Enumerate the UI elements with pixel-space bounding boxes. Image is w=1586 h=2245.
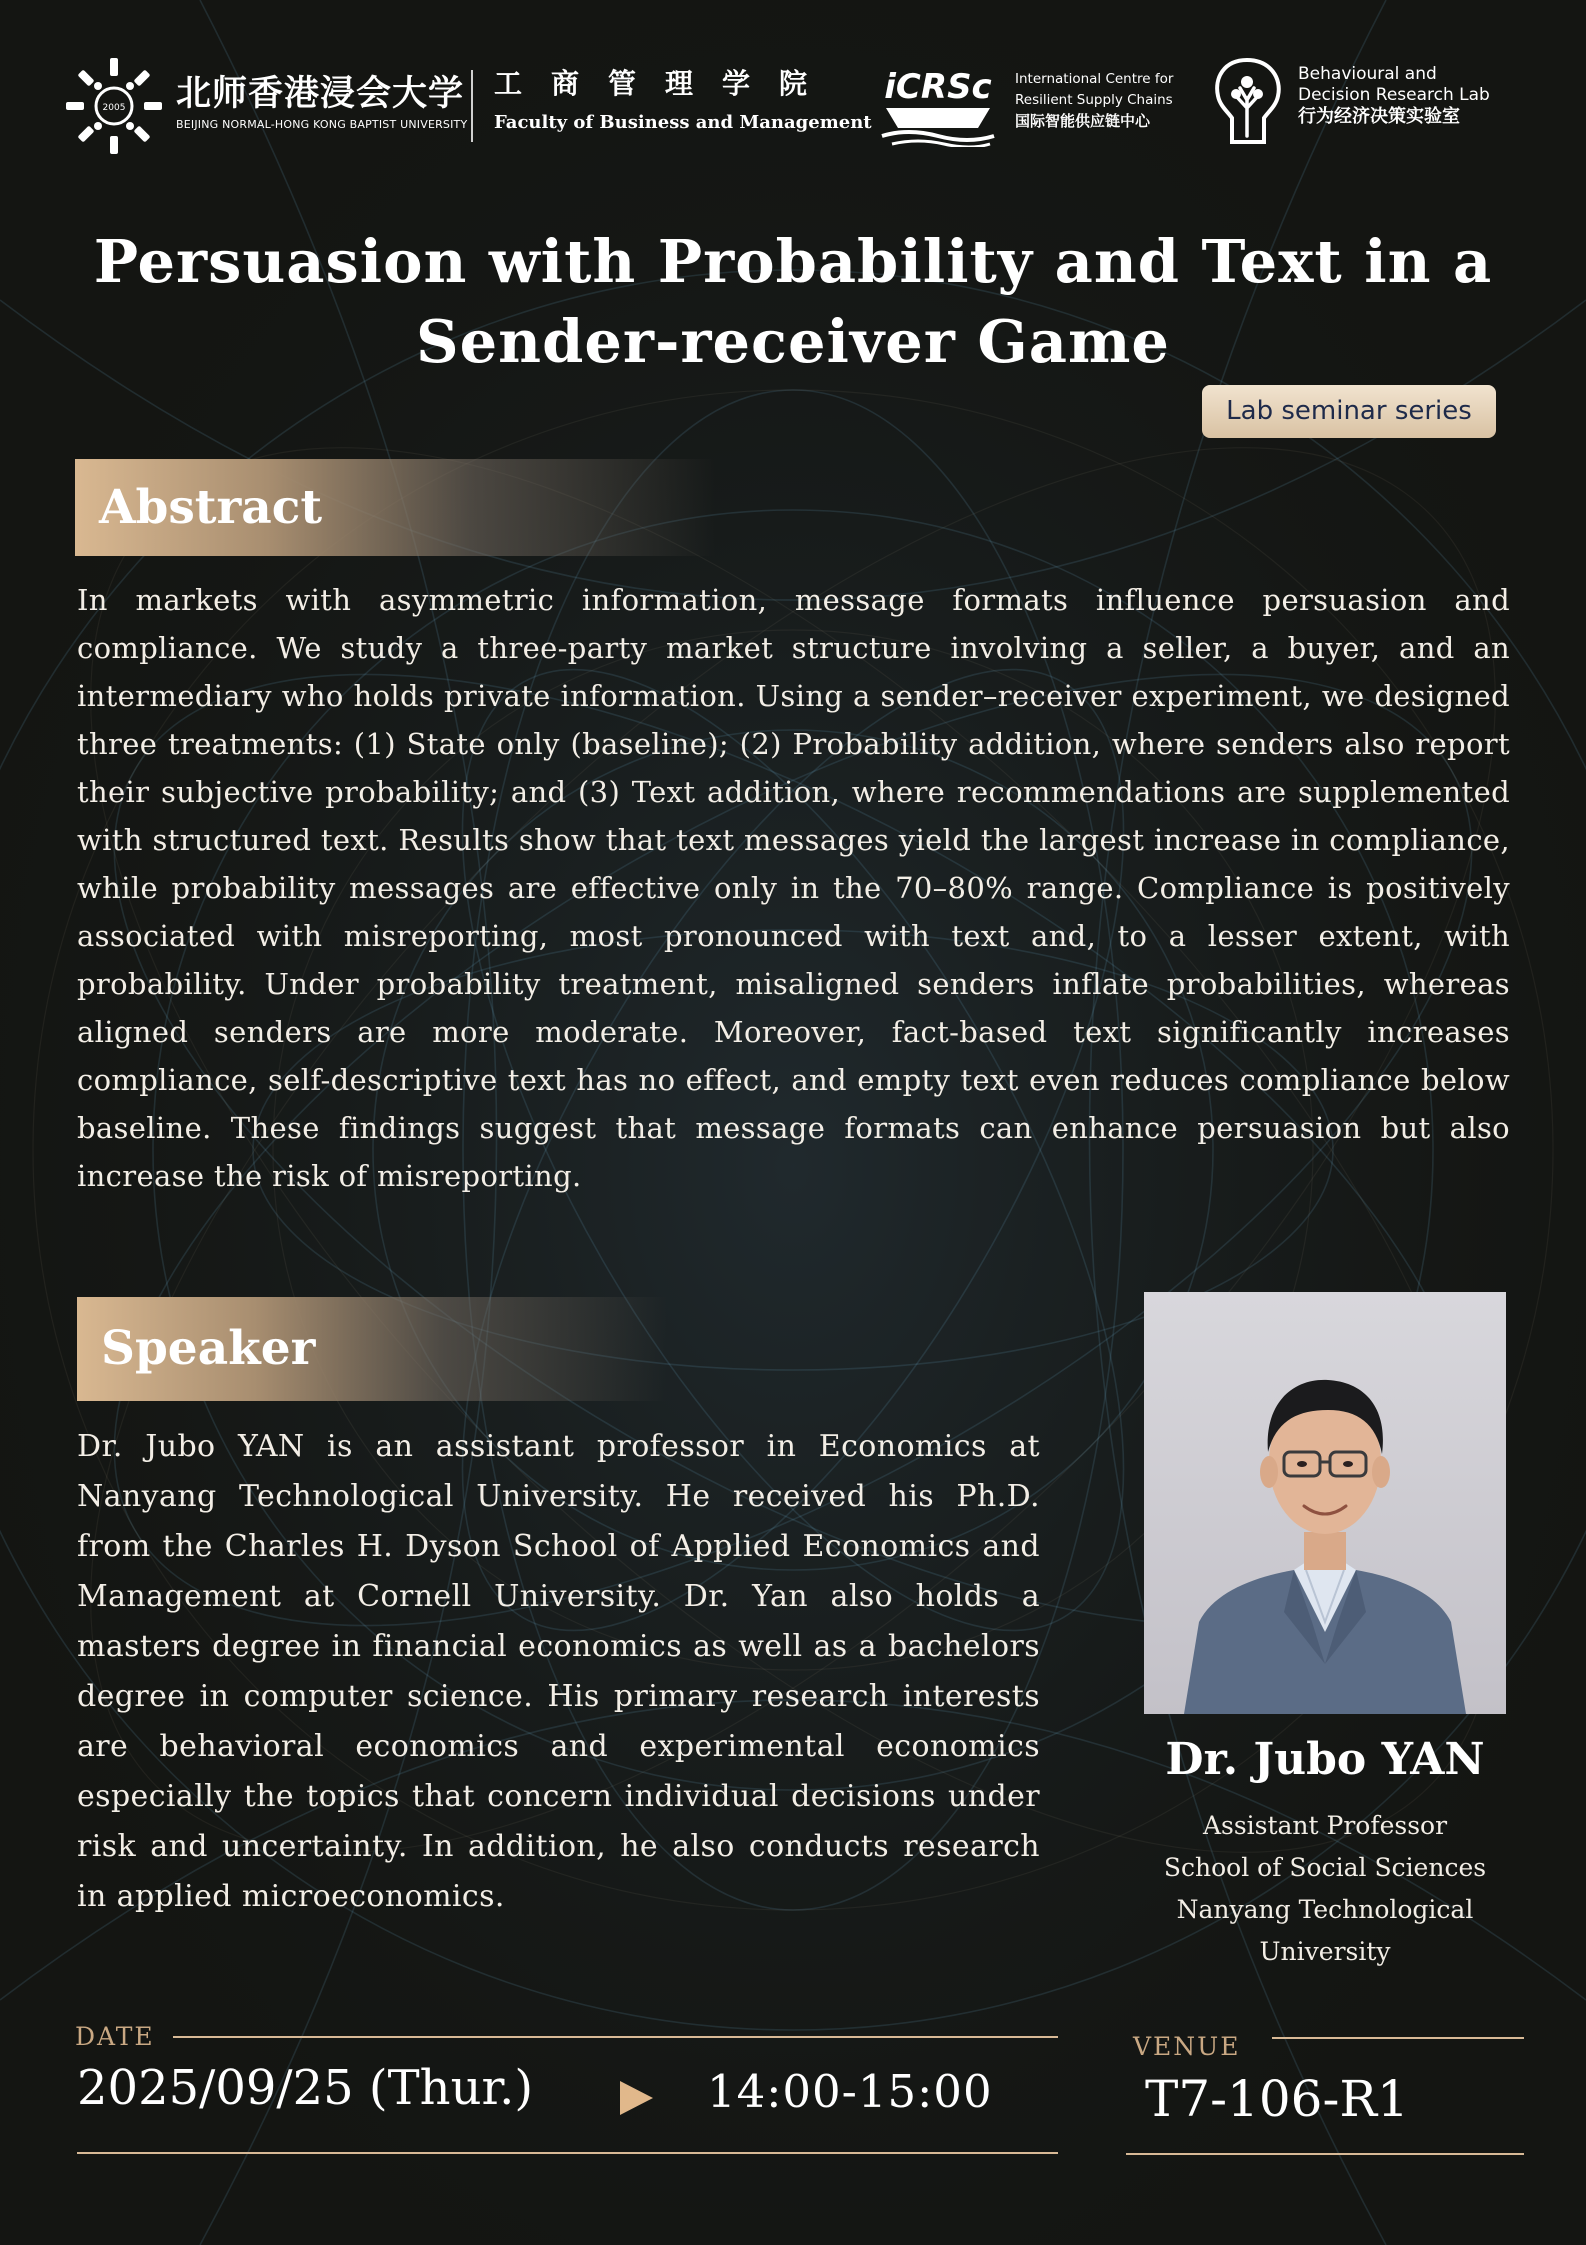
- abstract-heading: Abstract: [99, 480, 323, 535]
- icrsc-line3-cn: 国际智能供应链中心: [1015, 112, 1151, 130]
- icrsc-logo: [878, 62, 1198, 147]
- faculty-name-en: Faculty of Business and Management: [494, 112, 872, 133]
- ship-icon: [878, 62, 998, 147]
- speaker-bio: Dr. Jubo YAN is an assistant professor in Economics at Nanyang Technological University. He received his Ph.D. from the Charles H. Dyson School of Applied Economics and Management at Cornell University. Dr. Yan also holds a masters degree in financial economics as well as a bachelors degree in computer science. His primary research interests are behavioral economics and experimental economics especially the topics that concern individual decisions under risk and uncertainty. In addition, he also conducts research in applied microeconomics.: [77, 1429, 1040, 1914]
- event-time: 14:00-15:00: [707, 2065, 993, 2118]
- speaker-university-line1: Nanyang Technological: [1176, 1895, 1474, 1924]
- event-venue: T7-106-R1: [1145, 2070, 1409, 2128]
- event-date: 2025/09/25 (Thur.): [77, 2060, 534, 2116]
- date-divider-top: [173, 2036, 1058, 2038]
- faculty-logo: [494, 62, 872, 133]
- svg-text:2005: 2005: [102, 103, 126, 113]
- venue-label: VENUE: [1133, 2032, 1241, 2061]
- speaker-position: Assistant Professor: [1202, 1811, 1448, 1840]
- venue-divider-top: [1272, 2037, 1524, 2039]
- title-line-2: Sender-receiver Game: [416, 307, 1170, 376]
- speaker-header: [77, 1297, 667, 1401]
- title-line-1: Persuasion with Probability and Text in a: [93, 227, 1493, 296]
- lab-line3-cn: 行为经济决策实验室: [1298, 106, 1460, 127]
- series-badge: Lab seminar series: [1202, 385, 1496, 438]
- lab-line2: Decision Research Lab: [1298, 85, 1490, 105]
- header-divider: [471, 70, 473, 142]
- lab-logo: [1210, 56, 1550, 151]
- date-divider-bottom: [77, 2152, 1058, 2154]
- icrsc-line1: International Centre for: [1015, 71, 1174, 87]
- svg-text:iCRSc: iCRSc: [884, 67, 992, 107]
- speaker-university-line2: University: [1259, 1937, 1391, 1966]
- date-label: DATE: [75, 2022, 155, 2051]
- lab-line1: Behavioural and: [1298, 64, 1437, 84]
- speaker-photo: [1144, 1292, 1506, 1714]
- bnu-name-en: BEIJING NORMAL-HONG KONG BAPTIST UNIVERSITY: [176, 118, 468, 131]
- bnu-name-cn: 北师香港浸会大学: [176, 74, 465, 114]
- play-triangle-icon: [620, 2081, 653, 2115]
- speaker-affiliation: [1130, 1805, 1520, 1973]
- speaker-heading: Speaker: [101, 1321, 316, 1376]
- icrsc-line2: Resilient Supply Chains: [1015, 92, 1173, 108]
- tree-head-icon: [1210, 56, 1285, 146]
- speaker-portrait-icon: [1144, 1292, 1506, 1714]
- bnu-hkbu-logo: [64, 52, 468, 157]
- abstract-header: [75, 459, 715, 556]
- speaker-name: Dr. Jubo YAN: [1165, 1734, 1485, 1785]
- venue-divider-bottom: [1126, 2153, 1524, 2155]
- page-title: [40, 222, 1546, 382]
- faculty-name-cn: 工商管理学院: [494, 67, 837, 100]
- bnu-emblem-icon: [64, 56, 164, 156]
- abstract-text: In markets with asymmetric information, message formats influence persuasion and compliance. We study a three-party market structure involving a seller, a buyer, and an intermediary who holds private information. Using a sender–receiver experiment, we designed three treatments: (1) State only (baseline); (2) Probability addition, where senders also report their subjective probability; and (3) Text addition, where recommendations are supplemented with structured text. Results show that text messages yield the largest increase in compliance, while probability messages are effective only in the 70–80% range. Compliance is positively associated with misreporting, most pronounced with text and, to a lesser extent, with probability. Under probability treatment, misaligned senders inflate probabilities, whereas aligned senders are more moderate. Moreover, fact-based text significantly increases compliance, self-descriptive text has no effect, and empty text even reduces compliance below baseline. These findings suggest that message formats can enhance persuasion but also increase the risk of misreporting.: [77, 583, 1510, 1193]
- speaker-school: School of Social Sciences: [1163, 1853, 1487, 1882]
